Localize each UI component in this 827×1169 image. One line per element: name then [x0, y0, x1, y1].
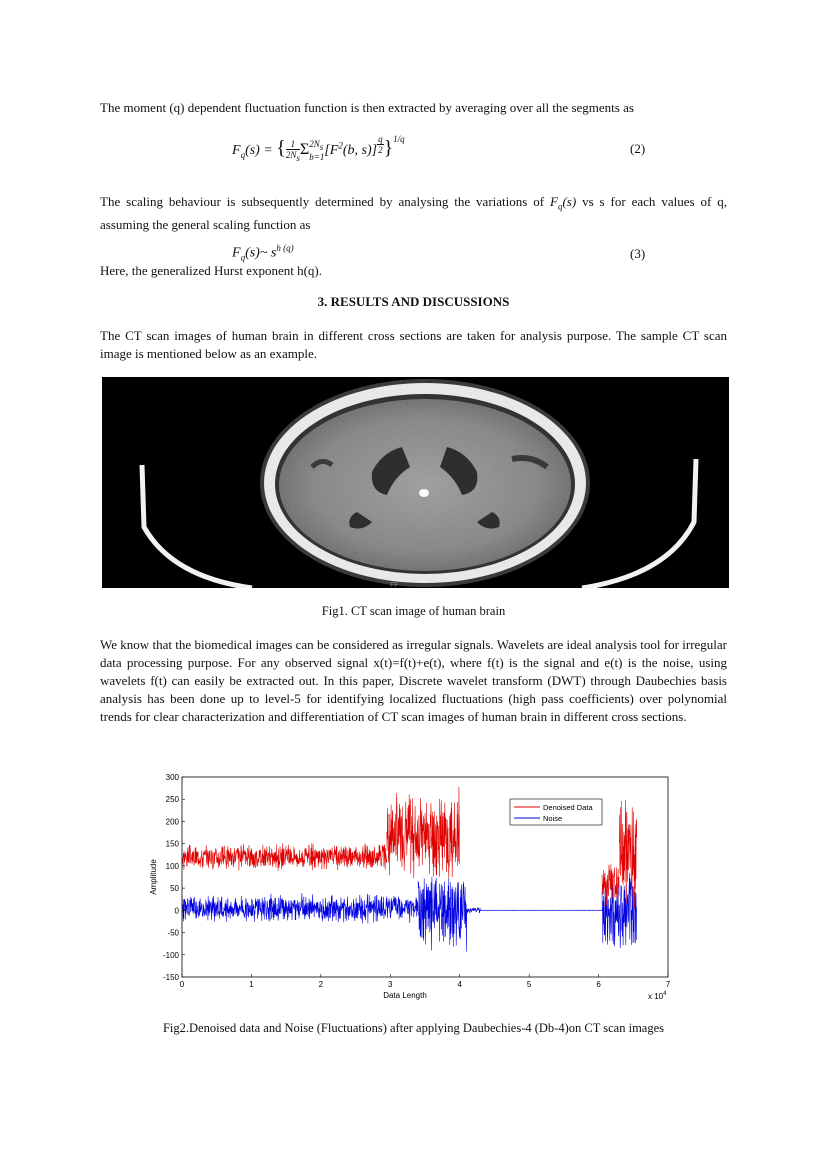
x-axis-label: Data Length — [383, 991, 427, 1000]
x-tick-label: 2 — [318, 980, 324, 989]
y-tick-label: -50 — [167, 928, 179, 938]
y-tick-label: 300 — [165, 773, 179, 782]
series-line-noise — [467, 907, 481, 913]
x-tick-label: 4 — [457, 980, 462, 989]
series-line-noise — [182, 893, 418, 924]
series-line-noise — [418, 877, 467, 952]
x-tick-label: 6 — [596, 980, 601, 989]
series-line-denoised — [425, 787, 460, 878]
fig2-chart — [140, 765, 680, 1010]
section-heading: 3. RESULTS AND DISCUSSIONS — [317, 294, 510, 309]
equation-2-number: (2) — [630, 141, 646, 156]
fig1-caption: Fig1. CT scan image of human brain — [321, 604, 506, 618]
para-moment: The moment (q) dependent fluctuation function is then extracted by averaging over all the segments as — [100, 100, 634, 115]
y-tick-label: -100 — [162, 950, 179, 960]
y-tick-label: -150 — [162, 973, 179, 982]
equation-3: $F_q(s)\sim$ $s^{h (q)}$ — [232, 243, 294, 263]
y-axis-label: Amplitude — [149, 859, 158, 895]
y-tick-label: 150 — [165, 839, 179, 849]
y-tick-label: 100 — [165, 861, 179, 871]
x-tick-label: 5 — [526, 980, 532, 989]
ct-scan-image — [102, 377, 729, 588]
fig2-caption: Fig2.Denoised data and Noise (Fluctuations) after applying Daubechies-4 (Db-4)on CT scan images — [162, 1021, 665, 1035]
y-tick-label: 200 — [165, 817, 179, 827]
equation-3-number: (3) — [630, 246, 646, 261]
x-tick-label: 7 — [665, 980, 671, 989]
series-line-denoised — [387, 793, 425, 878]
ct-scan-illustration — [102, 377, 729, 588]
para-scaling: The scaling behaviour is subsequently determined by analysing the variations of $F_q(s)$ vs s for each values of q, assuming the general scaling function as — [100, 194, 727, 232]
equation-2: $F_q(s)$ = { $\frac{1}{2N_s}$ Σ $2N_s$ b=1 [$F^2(b$, s)] $\frac{q}{2}$ }$^{1/q}$ — [232, 134, 405, 163]
para-wavelets: We know that the biomedical images can be considered as irregular signals. Wavelets are ideal analysis tool for irregular data processing purpose. For any observed signal x(t)=f(t)+e(t), where f(t) is the signal and e(t) is the noise, using wavelets f(t) can easily be extracted out. In this paper, Discrete wavelet transform (DWT) through Daubechies basis analysis has been done up to level-5 for identifying localized fluctuations (high pass coefficients) over polynomial trends for clear characterization and differentiation of CT scan images of human brain in different cross sections. — [100, 637, 727, 724]
hurst-line: Here, the generalized Hurst exponent h(q). — [100, 263, 322, 278]
x-tick-label: 3 — [388, 980, 393, 989]
ct-label: FF — [390, 582, 399, 588]
y-tick-label: 0 — [174, 906, 179, 916]
x-tick-label: 1 — [249, 980, 254, 989]
series-line-denoised — [182, 843, 387, 871]
y-tick-label: 50 — [170, 884, 179, 894]
x-tick-label: 0 — [179, 980, 185, 989]
chart-legend — [510, 799, 602, 825]
y-tick-label: 250 — [165, 795, 179, 805]
x-axis-multiplier: x $10^4$ — [648, 991, 667, 1001]
para-ct-intro: The CT scan images of human brain in different cross sections are taken for analysis purpose. The sample CT scan image is mentioned below as an example. — [100, 328, 727, 361]
fig2-chart-svg — [140, 765, 680, 1010]
legend-label-noise: Noise — [543, 814, 563, 823]
legend-label-denoised: Denoised Data — [543, 803, 593, 812]
